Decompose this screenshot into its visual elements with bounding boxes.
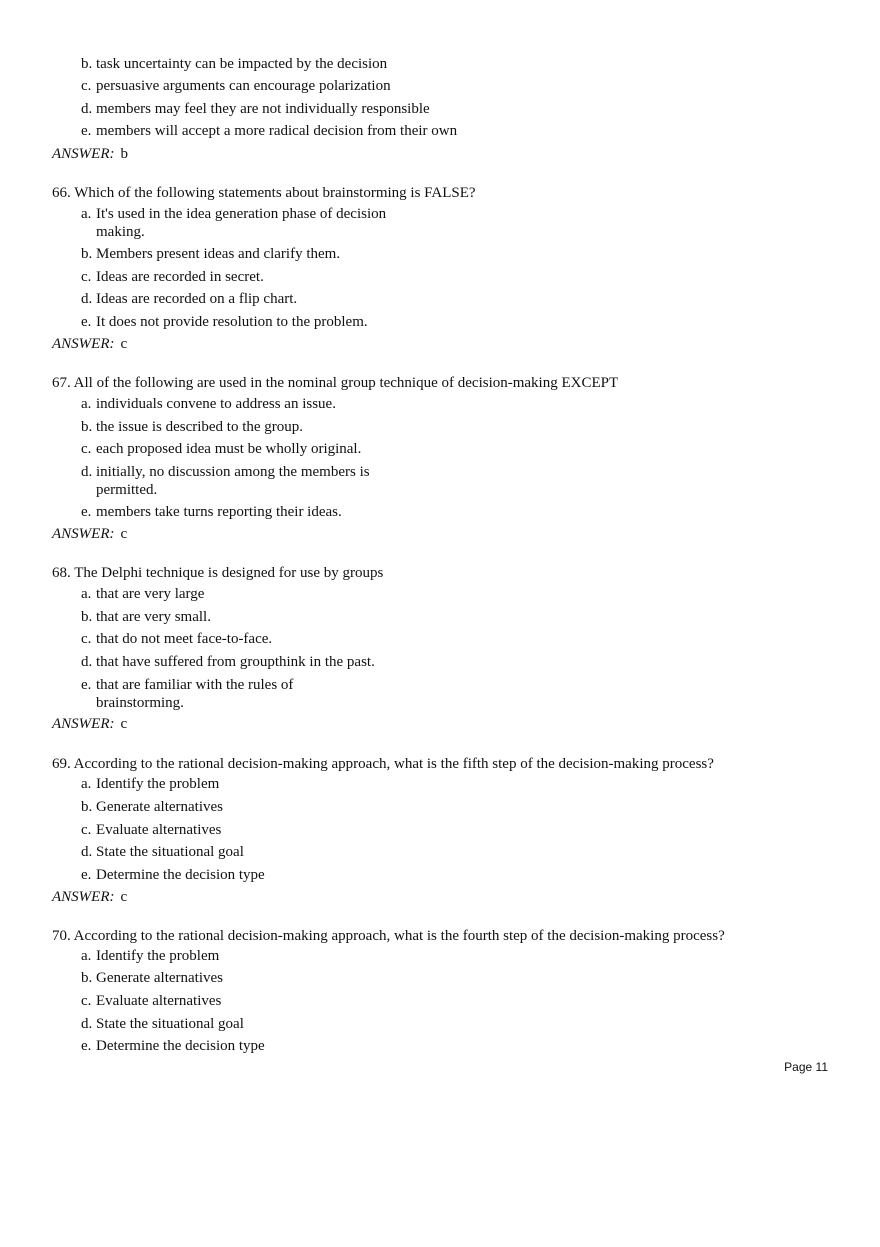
- option-text: Members present ideas and clarify them.: [96, 246, 341, 262]
- option-68-d: [81, 653, 375, 671]
- option-69-a: [81, 775, 219, 793]
- option-letter: b.: [81, 609, 93, 625]
- answer-value: c: [120, 889, 128, 905]
- answer-label: ANSWER:: [52, 889, 115, 905]
- option-65-e: [81, 122, 457, 140]
- option-letter: a.: [81, 206, 92, 222]
- option-67-a: [81, 395, 336, 413]
- answer-line: [52, 525, 127, 543]
- option-text: State the situational goal: [96, 1016, 244, 1032]
- option-text: initially, no discussion among the members is permitted.: [96, 464, 370, 498]
- option-text: Evaluate alternatives: [96, 822, 222, 838]
- option-letter: c.: [81, 993, 92, 1009]
- option-text: Ideas are recorded on a flip chart.: [96, 291, 298, 307]
- option-text: members will accept a more radical decision from their own: [96, 123, 458, 139]
- option-69-d: [81, 843, 244, 861]
- option-text: members may feel they are not individually responsible: [96, 101, 430, 117]
- option-text: that have suffered from groupthink in the past.: [96, 654, 375, 670]
- option-70-c: [81, 992, 221, 1010]
- option-letter: e.: [81, 677, 92, 693]
- question-text: 69. According to the rational decision-making approach, what is the fifth step of the decision-making process?: [52, 756, 714, 772]
- option-letter: a.: [81, 948, 92, 964]
- question-text: 67. All of the following are used in the nominal group technique of decision-making EXCEPT: [52, 375, 619, 391]
- answer-line: [52, 715, 127, 733]
- option-text: Determine the decision type: [96, 1038, 265, 1054]
- option-70-b: [81, 969, 223, 987]
- option-text: individuals convene to address an issue.: [96, 396, 336, 412]
- option-letter: c.: [81, 441, 92, 457]
- option-letter: b.: [81, 56, 93, 72]
- option-65-d: [81, 100, 430, 118]
- option-67-e: [81, 503, 342, 521]
- option-66-c: [81, 268, 264, 286]
- option-68-c: [81, 630, 272, 648]
- option-text: the issue is described to the group.: [96, 419, 304, 435]
- option-66-b: [81, 245, 340, 263]
- option-letter: c.: [81, 269, 92, 285]
- option-text: members take turns reporting their ideas.: [96, 504, 342, 520]
- question-text: 66. Which of the following statements about brainstorming is FALSE?: [52, 185, 476, 201]
- option-69-e: [81, 866, 265, 884]
- question-text: 70. According to the rational decision-making approach, what is the fourth step of the decision-making process?: [52, 928, 725, 944]
- option-letter: b.: [81, 799, 93, 815]
- option-65-b: [81, 55, 387, 73]
- option-text: Ideas are recorded in secret.: [96, 269, 264, 285]
- answer-label: ANSWER:: [52, 526, 115, 542]
- answer-line: [52, 888, 127, 906]
- option-text: that are very small.: [96, 609, 211, 625]
- option-letter: e.: [81, 123, 92, 139]
- option-letter: e.: [81, 1038, 92, 1054]
- option-letter: a.: [81, 586, 92, 602]
- option-text: persuasive arguments can encourage polarization: [96, 78, 391, 94]
- option-text: Generate alternatives: [96, 799, 224, 815]
- option-letter: e.: [81, 867, 92, 883]
- option-letter: a.: [81, 776, 92, 792]
- option-letter: d.: [81, 464, 93, 480]
- option-text: that are familiar with the rules of brainstorming.: [96, 677, 294, 711]
- page-number: Page 11: [784, 1060, 828, 1074]
- option-text: It does not provide resolution to the problem.: [96, 314, 368, 330]
- option-letter: d.: [81, 291, 93, 307]
- option-70-a: [81, 947, 219, 965]
- option-70-d: [81, 1015, 244, 1033]
- option-text: Evaluate alternatives: [96, 993, 222, 1009]
- option-69-c: [81, 821, 221, 839]
- option-text: Identify the problem: [96, 948, 220, 964]
- option-70-e: [81, 1037, 265, 1055]
- option-text: each proposed idea must be wholly original.: [96, 441, 362, 457]
- option-67-b: [81, 418, 303, 436]
- option-text: task uncertainty can be impacted by the decision: [96, 56, 388, 72]
- option-letter: c.: [81, 822, 92, 838]
- answer-label: ANSWER:: [52, 716, 115, 732]
- answer-label: ANSWER:: [52, 146, 115, 162]
- option-letter: d.: [81, 101, 93, 117]
- option-text: Identify the problem: [96, 776, 220, 792]
- option-67-d: [81, 463, 396, 499]
- option-letter: b.: [81, 970, 93, 986]
- answer-line: [52, 145, 128, 163]
- option-letter: b.: [81, 246, 93, 262]
- answer-label: ANSWER:: [52, 336, 115, 352]
- answer-value: c: [120, 526, 128, 542]
- option-69-b: [81, 798, 223, 816]
- answer-line: [52, 335, 127, 353]
- option-65-c: [81, 77, 391, 95]
- option-66-e: [81, 313, 368, 331]
- option-letter: d.: [81, 1016, 93, 1032]
- option-67-c: [81, 440, 361, 458]
- option-68-a: [81, 585, 204, 603]
- option-letter: b.: [81, 419, 93, 435]
- option-text: State the situational goal: [96, 844, 244, 860]
- option-68-b: [81, 608, 211, 626]
- option-66-d: [81, 290, 297, 308]
- option-letter: e.: [81, 504, 92, 520]
- answer-value: c: [120, 336, 128, 352]
- option-text: It's used in the idea generation phase of decision making.: [96, 206, 387, 240]
- option-text: that do not meet face-to-face.: [96, 631, 273, 647]
- option-letter: c.: [81, 631, 92, 647]
- option-text: Determine the decision type: [96, 867, 265, 883]
- option-letter: e.: [81, 314, 92, 330]
- option-68-e: [81, 676, 321, 712]
- option-text: that are very large: [96, 586, 205, 602]
- option-66-a: [81, 205, 411, 241]
- option-letter: c.: [81, 78, 92, 94]
- option-letter: d.: [81, 654, 93, 670]
- option-letter: d.: [81, 844, 93, 860]
- answer-value: b: [120, 146, 128, 162]
- option-text: Generate alternatives: [96, 970, 224, 986]
- question-text: 68. The Delphi technique is designed for use by groups: [52, 565, 384, 581]
- option-letter: a.: [81, 396, 92, 412]
- answer-value: c: [120, 716, 128, 732]
